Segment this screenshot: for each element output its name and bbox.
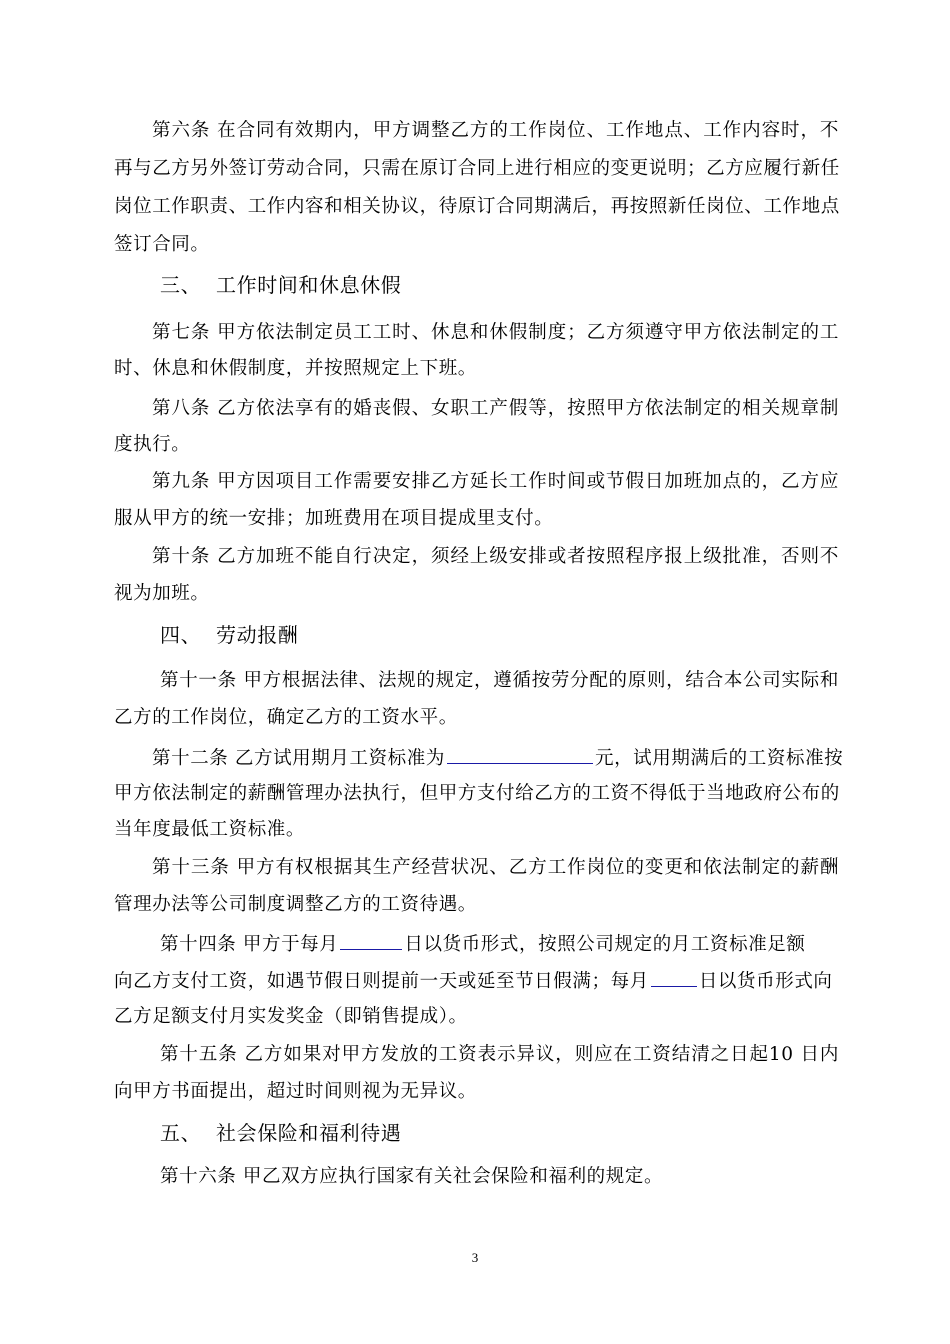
article-14-line-2-text-before-blank: 向乙方支付工资，如遇节假日则提前一天或延至节日假满；每月	[114, 971, 649, 992]
article-12-line-3: 当年度最低工资标准。	[114, 819, 306, 840]
section-4-number: 四、	[160, 623, 202, 647]
article-6-line-4: 签订合同。	[114, 234, 210, 255]
article-15-line-1: 第十五条 乙方如果对甲方发放的工资表示异议，则应在工资结清之日起10 日内	[160, 1044, 839, 1065]
section-3-heading	[160, 272, 560, 298]
article-14-line-2	[114, 968, 833, 994]
article-10-line-2: 视为加班。	[114, 583, 210, 604]
article-7-line-2: 时、休息和休假制度，并按照规定上下班。	[114, 358, 477, 379]
section-3-title: 工作时间和休息休假	[216, 273, 402, 297]
article-14-text-before-blank: 第十四条 甲方于每月	[160, 934, 339, 955]
trial-salary-blank[interactable]	[447, 745, 593, 764]
salary-payday-blank[interactable]	[340, 931, 402, 950]
article-15-line-2: 向甲方书面提出，超过时间则视为无异议。	[114, 1081, 477, 1102]
article-12-text-after-blank: 元，试用期满后的工资标准按	[594, 748, 844, 769]
article-12-line-1	[152, 745, 843, 771]
article-11-line-1: 第十一条 甲方根据法律、法规的规定，遵循按劳分配的原则，结合本公司实际和	[160, 670, 839, 691]
article-9-line-2: 服从甲方的统一安排；加班费用在项目提成里支付。	[114, 508, 554, 529]
article-14-line-2-text-after-blank: 日以货币形式向	[698, 971, 833, 992]
article-7-line-1: 第七条 甲方依法制定员工工时、休息和休假制度；乙方须遵守甲方依法制定的工	[152, 322, 839, 343]
article-12-text-before-blank: 第十二条 乙方试用期月工资标准为	[152, 748, 445, 769]
article-8-line-1: 第八条 乙方依法享有的婚丧假、女职工产假等，按照甲方依法制定的相关规章制	[152, 398, 839, 419]
section-5-title: 社会保险和福利待遇	[216, 1121, 402, 1145]
article-16-line-1: 第十六条 甲乙双方应执行国家有关社会保险和福利的规定。	[160, 1166, 664, 1187]
article-10-line-1: 第十条 乙方加班不能自行决定，须经上级安排或者按照程序报上级批准，否则不	[152, 546, 839, 567]
bonus-payday-blank[interactable]	[651, 968, 697, 987]
article-6-line-1: 第六条 在合同有效期内，甲方调整乙方的工作岗位、工作地点、工作内容时，不	[152, 120, 839, 141]
article-14-text-after-blank: 日以货币形式，按照公司规定的月工资标准足额	[404, 934, 806, 955]
article-8-line-2: 度执行。	[114, 434, 191, 455]
article-6-line-3: 岗位工作职责、工作内容和相关协议，待原订合同期满后，再按照新任岗位、工作地点	[114, 196, 840, 217]
section-5-heading	[160, 1120, 560, 1146]
article-6-line-2: 再与乙方另外签订劳动合同，只需在原订合同上进行相应的变更说明；乙方应履行新任	[114, 158, 840, 179]
article-9-line-1: 第九条 甲方因项目工作需要安排乙方延长工作时间或节假日加班加点的，乙方应	[152, 471, 839, 492]
section-3-number: 三、	[160, 273, 202, 297]
article-13-line-1: 第十三条 甲方有权根据其生产经营状况、乙方工作岗位的变更和依法制定的薪酬	[152, 857, 839, 878]
page-number: 3	[471, 1250, 479, 1265]
article-14-line-3: 乙方足额支付月实发奖金（即销售提成）。	[114, 1006, 468, 1027]
article-12-line-2: 甲方依法制定的薪酬管理办法执行，但甲方支付给乙方的工资不得低于当地政府公布的	[114, 783, 840, 804]
article-13-line-2: 管理办法等公司制度调整乙方的工资待遇。	[114, 894, 477, 915]
article-11-line-2: 乙方的工作岗位，确定乙方的工资水平。	[114, 707, 458, 728]
section-4-heading	[160, 622, 460, 648]
section-5-number: 五、	[160, 1121, 202, 1145]
section-4-title: 劳动报酬	[216, 623, 299, 647]
article-14-line-1	[160, 931, 806, 957]
